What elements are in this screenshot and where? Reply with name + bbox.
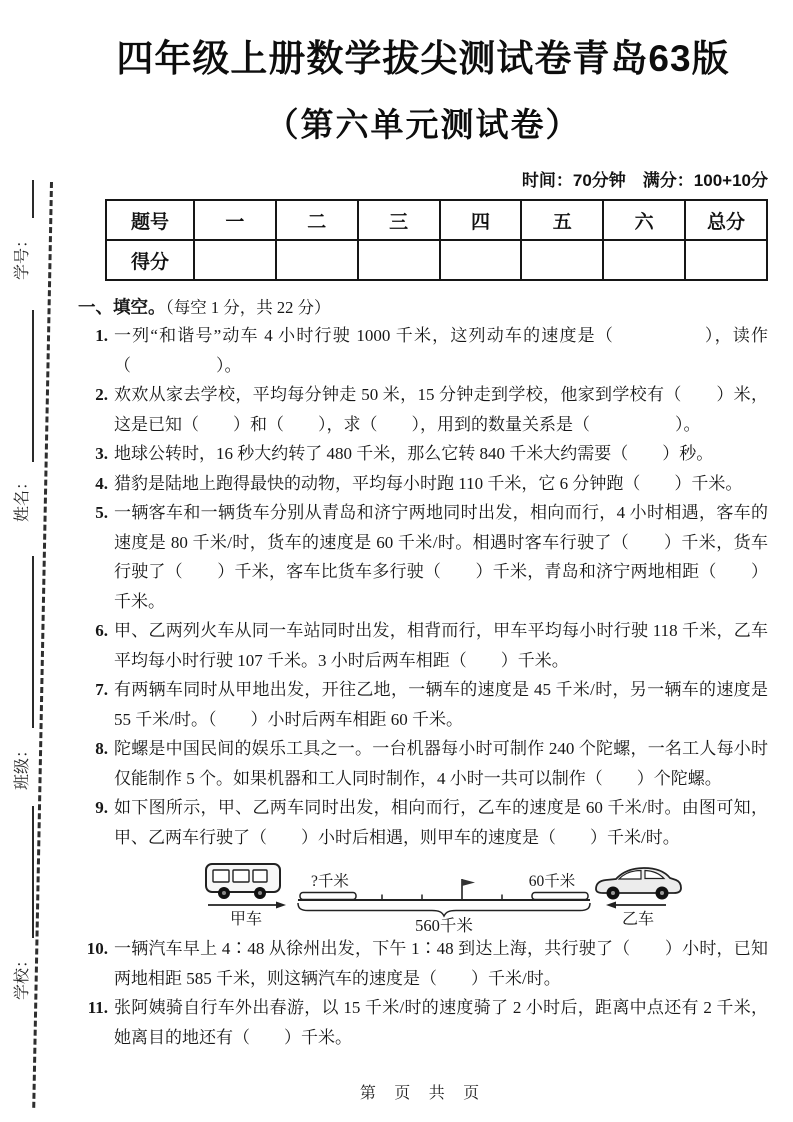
class-field-label: 班级： [14,741,31,790]
left-segment-label: ?千米 [311,873,349,890]
question-number: 11. [87,998,108,1017]
question-text: 如下图所示，甲、乙两车同时出发，相向而行，乙车的速度是 60 千米/时。由图可知，甲、乙两车行驶了（ ）小时后相遇，则甲车的速度是（ ）千米/时。 [114,798,768,847]
question9-diagram [200,856,768,934]
score-cell-empty [194,240,276,280]
right-segment-label: 60千米 [528,873,576,890]
student-id-field-label: 学号： [14,231,31,280]
question-number: 4. [95,473,108,493]
bus-icon [206,864,280,899]
question-number: 9. [95,798,108,817]
name-field-label: 姓名： [14,473,31,522]
question-text: 有两辆车同时从甲地出发，开往乙地，一辆车的速度是 45 千米/时，另一辆车的速度是 55 千米/时。（ ）小时后两车相距 60 千米。 [114,680,768,729]
car-icon [596,868,681,900]
question-item [78,380,768,439]
score-table-score-row [106,240,767,280]
score-row-label: 得分 [106,240,194,280]
section-title: 一、填空。 [78,297,166,317]
distance-line [298,893,590,901]
question-number: 8. [95,739,108,758]
question-number: 2. [95,385,108,404]
question-text: 猎豹是陆地上跑得最快的动物，平均每小时跑 110 千米，它 6 分钟跑（ ）千米。 [114,473,743,493]
score-col-3: 三 [358,200,440,240]
score-cell-empty [358,240,440,280]
question-number: 3. [95,444,108,463]
student-info-strip [2,180,52,1120]
left-arrow-icon [606,902,666,909]
question-text: 张阿姨骑自行车外出春游，以 15 千米/时的速度骑了 2 小时后，距离中点还有 2 千米，她离目的地还有（ ）千米。 [114,998,768,1047]
paper-body [78,0,768,1102]
score-table [105,199,768,281]
question-text: 陀螺是中国民间的娱乐工具之一。一台机器每小时可制作 240 个陀螺，一名工人每小时仅能制作 5 个。如果机器和工人同时制作，4 小时一共可以制作（ ）个陀螺。 [114,739,768,788]
question-item [78,439,768,469]
score-table-header-row [106,200,767,240]
question-number: 10. [86,939,108,958]
question-number: 7. [95,680,108,699]
score-col-6: 六 [603,200,685,240]
question-text: 欢欢从家去学校，平均每分钟走 50 米，15 分钟走到学校，他家到学校有（ ）米，这是已知（ ）和（ ），求（ ），用到的数量关系是（ ）。 [114,385,768,434]
question-text: 甲、乙两列火车从同一车站同时出发，相背而行，甲车平均每小时行驶 118 千米，乙车平均每小时行驶 107 千米。3 小时后两车相距（ ）千米。 [114,621,768,670]
school-blank-line [4,806,34,938]
question-item [78,934,768,993]
time-score-info: 时间：70分钟 满分：100+10分 [521,171,768,190]
student-id-blank-line [4,180,34,218]
score-col-2: 二 [276,200,358,240]
question-item [78,675,768,734]
total-distance-label: 560千米 [415,916,473,934]
question-text: 一辆客车和一辆货车分别从青岛和济宁两地同时出发，相向而行，4 小时相遇，客车的速度是 80 千米/时，货车的速度是 60 千米/时。相遇时客车行驶了（ ）千米，货车行驶了（ ）千米，客车比货车多行驶（ ）千米，青岛和济宁两地相距（ ）千米。 [114,503,768,611]
question-number: 6. [95,621,108,640]
score-cell-empty [521,240,603,280]
school-field-label: 学校： [14,951,31,1000]
question-text: 一辆汽车早上 4∶48 从徐州出发，下午 1∶48 到达上海，共行驶了（ ）小时，已知两地相距 585 千米，则这辆汽车的速度是（ ）千米/时。 [114,939,768,988]
question-text: 地球公转时，16 秒大约转了 480 千米，那么它转 840 千米大约需要（ ）秒。 [114,444,714,463]
score-cell-empty [276,240,358,280]
section-one-header [78,296,768,319]
score-col-1: 一 [194,200,276,240]
question-item [78,616,768,675]
score-cell-empty [685,240,767,280]
question-text: 一列“和谐号”动车 4 小时行驶 1000 千米，这列动车的速度是（ ），读作（ ）。 [114,326,768,375]
paper-subtitle: （第六单元测试卷） [265,106,581,143]
right-vehicle-label: 乙车 [621,911,655,928]
question-item [78,498,768,616]
score-col-5: 五 [521,200,603,240]
class-blank-line [4,556,34,728]
left-vehicle-label: 甲车 [229,911,263,928]
score-cell-empty [603,240,685,280]
question-item [78,734,768,793]
section-note: （每空 1 分，共 22 分） [165,298,331,317]
paper-title: 四年级上册数学拔尖测试卷青岛63版 [116,38,730,79]
page-footer: 第 页 共 页 [359,1085,487,1102]
question-item [78,321,768,380]
question-item [78,993,768,1052]
question-number: 5. [95,503,108,522]
left-segment-bracket [300,893,356,900]
right-arrow-icon [208,902,286,909]
total-distance-brace [298,903,590,916]
question-number: 1. [95,326,108,345]
right-segment-bracket [532,893,588,900]
score-col-total: 总分 [685,200,767,240]
name-blank-line [4,310,34,462]
question-item [78,793,768,852]
question-item [78,469,768,499]
score-cell-empty [440,240,522,280]
flag-icon [462,879,475,900]
score-table-corner-label: 题号 [106,200,194,240]
score-col-4: 四 [440,200,522,240]
